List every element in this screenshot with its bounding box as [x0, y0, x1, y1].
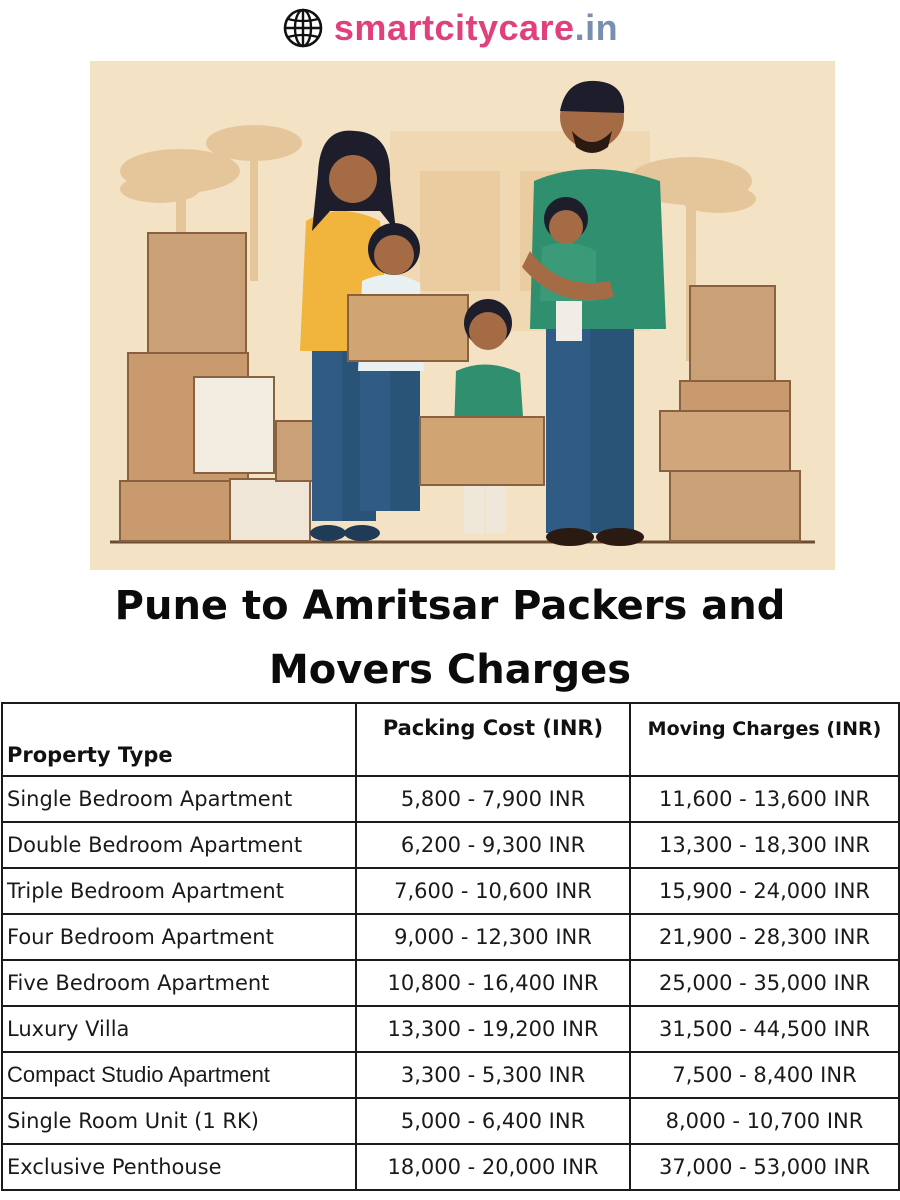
- cell-property-type: Exclusive Penthouse: [2, 1144, 356, 1190]
- cell-moving-charges: 15,900 - 24,000 INR: [630, 868, 899, 914]
- cell-property-type: Single Bedroom Apartment: [2, 776, 356, 822]
- cell-packing-cost: 10,800 - 16,400 INR: [356, 960, 630, 1006]
- cell-moving-charges: 8,000 - 10,700 INR: [630, 1098, 899, 1144]
- table-row: [2, 914, 899, 960]
- cell-moving-charges: 31,500 - 44,500 INR: [630, 1006, 899, 1052]
- cell-moving-charges: 13,300 - 18,300 INR: [630, 822, 899, 868]
- brand-header: [0, 6, 900, 50]
- cell-packing-cost: 7,600 - 10,600 INR: [356, 868, 630, 914]
- table-row: [2, 776, 899, 822]
- globe-icon: [282, 7, 324, 49]
- charges-table: [1, 702, 900, 1191]
- header-moving-charges: Moving Charges (INR): [630, 703, 899, 776]
- cell-property-type: Triple Bedroom Apartment: [2, 868, 356, 914]
- brand-name-main: smartcitycare: [333, 7, 575, 48]
- header-packing-cost: Packing Cost (INR): [356, 703, 630, 776]
- cell-moving-charges: 11,600 - 13,600 INR: [630, 776, 899, 822]
- cell-moving-charges: 25,000 - 35,000 INR: [630, 960, 899, 1006]
- cell-packing-cost: 9,000 - 12,300 INR: [356, 914, 630, 960]
- table-header-row: [2, 703, 899, 776]
- cell-moving-charges: 37,000 - 53,000 INR: [630, 1144, 899, 1190]
- cell-property-type: Luxury Villa: [2, 1006, 356, 1052]
- brand-name[interactable]: [333, 7, 619, 48]
- cell-packing-cost: 13,300 - 19,200 INR: [356, 1006, 630, 1052]
- table-row: [2, 822, 899, 868]
- cell-packing-cost: 5,800 - 7,900 INR: [356, 776, 630, 822]
- cell-moving-charges: 21,900 - 28,300 INR: [630, 914, 899, 960]
- table-row: [2, 1098, 899, 1144]
- cell-packing-cost: 18,000 - 20,000 INR: [356, 1144, 630, 1190]
- header-property-type: Property Type: [2, 703, 356, 776]
- page-title-line-1: Pune to Amritsar Packers and: [114, 583, 786, 629]
- page-title-line-2: Movers Charges: [268, 647, 632, 693]
- table-row: [2, 868, 899, 914]
- cell-property-type: Double Bedroom Apartment: [2, 822, 356, 868]
- table-row: [2, 960, 899, 1006]
- cell-property-type: Four Bedroom Apartment: [2, 914, 356, 960]
- cell-property-type: Compact Studio Apartment: [2, 1052, 356, 1098]
- page-title: [0, 574, 900, 702]
- family-moving-boxes-illustration: [90, 61, 835, 570]
- cell-packing-cost: 6,200 - 9,300 INR: [356, 822, 630, 868]
- brand-name-tld: .in: [574, 7, 619, 48]
- cell-property-type: Single Room Unit (1 RK): [2, 1098, 356, 1144]
- table-row: [2, 1006, 899, 1052]
- cell-moving-charges: 7,500 - 8,400 INR: [630, 1052, 899, 1098]
- cell-packing-cost: 3,300 - 5,300 INR: [356, 1052, 630, 1098]
- cell-property-type: Five Bedroom Apartment: [2, 960, 356, 1006]
- table-row: [2, 1144, 899, 1190]
- cell-packing-cost: 5,000 - 6,400 INR: [356, 1098, 630, 1144]
- table-row: [2, 1052, 899, 1098]
